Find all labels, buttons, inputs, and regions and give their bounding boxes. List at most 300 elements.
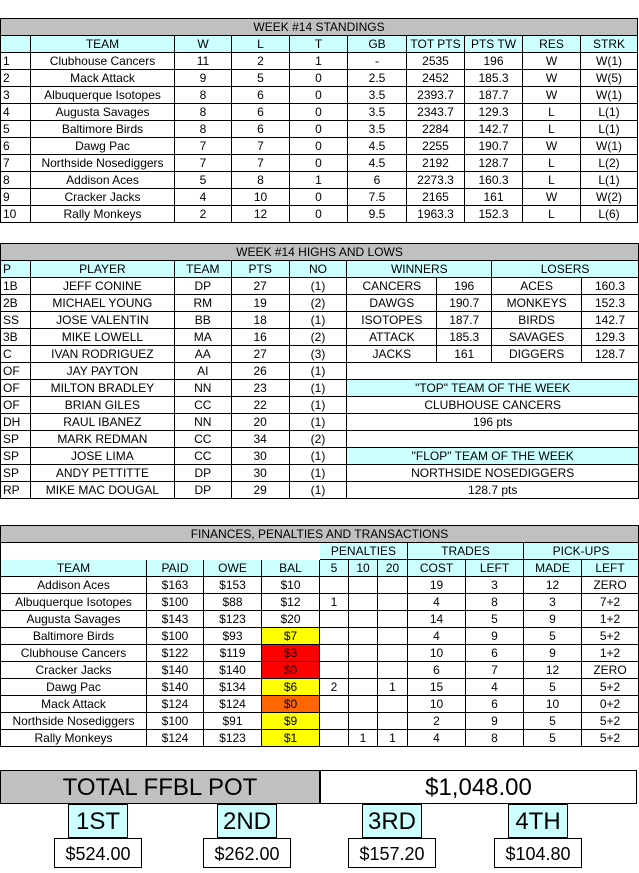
table-cell (320, 730, 349, 747)
table-cell: 8 (466, 594, 524, 611)
table-row (1, 295, 639, 312)
table-cell: MA (174, 329, 231, 346)
table-cell: 30 (231, 448, 289, 465)
table-cell: DP (174, 465, 231, 482)
table-cell: $100 (147, 594, 204, 611)
prize-2nd (203, 804, 291, 868)
table-cell (320, 662, 349, 679)
prize-3rd (348, 804, 436, 868)
table-cell: 6 (232, 87, 290, 104)
table-cell: 1 (378, 730, 408, 747)
column-header: L (232, 36, 290, 53)
table-cell: 5 (1, 121, 31, 138)
table-cell: 0 (290, 121, 348, 138)
table-cell: $140 (147, 662, 204, 679)
loser-team: MONKEYS (492, 295, 582, 312)
table-cell: SP (1, 465, 31, 482)
table-cell: 9 (466, 713, 524, 730)
table-cell: 9 (175, 70, 232, 87)
column-header: 20 (378, 560, 408, 577)
table-cell: Albuquerque Isotopes (1, 594, 147, 611)
table-row (1, 121, 638, 138)
column-header: PTS (231, 261, 289, 278)
table-cell: 12 (524, 662, 582, 679)
standings-title: WEEK #14 STANDINGS (1, 19, 638, 36)
winner-pts: 161 (437, 346, 492, 363)
table-cell: 5+2 (582, 679, 639, 696)
table-cell: 27 (231, 278, 289, 295)
table-cell (378, 594, 408, 611)
table-cell: Baltimore Birds (31, 121, 175, 138)
table-cell: 2 (408, 713, 466, 730)
table-cell: 1B (1, 278, 31, 295)
table-cell: L(1) (581, 121, 638, 138)
table-cell: AA (174, 346, 231, 363)
table-cell: 4 (175, 189, 232, 206)
table-cell: 6 (348, 172, 407, 189)
table-cell (349, 696, 378, 713)
table-cell: 4 (408, 730, 466, 747)
table-cell: 1+2 (582, 611, 639, 628)
table-cell: Clubhouse Cancers (1, 645, 147, 662)
table-cell: MICHAEL YOUNG (30, 295, 174, 312)
table-cell: W (523, 53, 581, 70)
table-cell: 4 (1, 104, 31, 121)
table-cell: SS (1, 312, 31, 329)
column-header: NO (289, 261, 347, 278)
table-cell: Rally Monkeys (1, 730, 147, 747)
table-row (1, 363, 639, 380)
table-cell: 7 (175, 138, 232, 155)
table-row (1, 380, 639, 397)
table-cell: 2343.7 (407, 104, 465, 121)
table-cell: 5 (466, 611, 524, 628)
table-cell: 14 (408, 611, 466, 628)
table-cell: 4.5 (348, 138, 407, 155)
table-cell: 11 (175, 53, 232, 70)
flop-team-label: "FLOP" TEAM OF THE WEEK (347, 448, 639, 465)
table-cell: MIKE MAC DOUGAL (30, 482, 174, 499)
column-header: BAL (262, 560, 320, 577)
table-cell: 20 (231, 414, 289, 431)
table-cell: 2255 (407, 138, 465, 155)
table-cell: 129.3 (465, 104, 523, 121)
table-cell: 2393.7 (407, 87, 465, 104)
table-cell: (3) (289, 346, 347, 363)
table-cell (349, 594, 378, 611)
table-row (1, 312, 639, 329)
standings-header-row (1, 36, 638, 53)
finances-table (0, 525, 639, 747)
table-cell: 1963.3 (407, 206, 465, 223)
table-cell: DP (174, 482, 231, 499)
table-cell: 0 (290, 87, 348, 104)
table-cell: Augusta Savages (31, 104, 175, 121)
highs-header-row (1, 261, 639, 278)
flop-team-pts: 128.7 pts (347, 482, 639, 499)
table-row (1, 611, 639, 628)
table-cell: 6 (232, 104, 290, 121)
table-row (1, 189, 638, 206)
table-cell: ANDY PETTITTE (30, 465, 174, 482)
finances-section (0, 525, 639, 747)
table-row (1, 448, 639, 465)
table-cell: 2 (320, 679, 349, 696)
table-row (1, 104, 638, 121)
table-cell: 27 (231, 346, 289, 363)
table-cell: L(1) (581, 172, 638, 189)
table-cell: DP (174, 278, 231, 295)
table-cell: 2 (232, 53, 290, 70)
table-cell (378, 645, 408, 662)
table-cell: 5 (175, 172, 232, 189)
table-cell: 26 (231, 363, 289, 380)
table-cell: 161 (465, 189, 523, 206)
table-cell: (1) (289, 465, 347, 482)
table-cell: 1 (378, 679, 408, 696)
table-row (1, 482, 639, 499)
prize-place: 2ND (217, 804, 277, 838)
standings-section (0, 18, 639, 223)
table-cell: $163 (147, 577, 204, 594)
winners-header: WINNERS (347, 261, 492, 278)
winner-team: JACKS (347, 346, 437, 363)
table-cell: Dawg Pac (31, 138, 175, 155)
table-cell: 5 (524, 713, 582, 730)
table-cell: W(2) (581, 189, 638, 206)
column-header: RES (523, 36, 581, 53)
table-cell: $124 (204, 696, 262, 713)
winner-team: DAWGS (347, 295, 437, 312)
table-cell: 6 (466, 645, 524, 662)
table-cell: RM (174, 295, 231, 312)
table-cell: L(1) (581, 104, 638, 121)
table-cell: 142.7 (465, 121, 523, 138)
table-cell: (1) (289, 448, 347, 465)
standings-table (0, 18, 638, 223)
table-cell: (1) (289, 278, 347, 295)
table-cell: 9 (524, 645, 582, 662)
table-cell: $88 (204, 594, 262, 611)
prize-place: 3RD (362, 804, 422, 838)
table-cell: 6 (1, 138, 31, 155)
table-cell: 185.3 (465, 70, 523, 87)
table-cell: 10 (524, 696, 582, 713)
table-cell: OF (1, 363, 31, 380)
table-cell: L (523, 155, 581, 172)
table-cell: $134 (204, 679, 262, 696)
table-cell: 4.5 (348, 155, 407, 172)
table-row (1, 696, 639, 713)
table-cell: 7 (466, 662, 524, 679)
table-row (1, 87, 638, 104)
table-cell: DH (1, 414, 31, 431)
highs-table (0, 243, 639, 499)
table-cell: (1) (289, 414, 347, 431)
table-cell: W(5) (581, 70, 638, 87)
table-cell: JAY PAYTON (30, 363, 174, 380)
loser-pts: 152.3 (582, 295, 639, 312)
table-cell: Cracker Jacks (31, 189, 175, 206)
table-cell: 9 (466, 628, 524, 645)
table-cell: (2) (289, 295, 347, 312)
table-cell (320, 696, 349, 713)
table-cell: $119 (204, 645, 262, 662)
table-cell: 0 (290, 70, 348, 87)
table-cell: Rally Monkeys (31, 206, 175, 223)
table-cell: 5 (232, 70, 290, 87)
table-cell (378, 628, 408, 645)
balance-cell: $10 (262, 577, 320, 594)
table-cell: 2452 (407, 70, 465, 87)
table-cell: 2B (1, 295, 31, 312)
table-cell (378, 713, 408, 730)
table-cell: 2535 (407, 53, 465, 70)
column-header: GB (348, 36, 407, 53)
total-pot-value: $1,048.00 (320, 770, 637, 804)
table-cell: 15 (408, 679, 466, 696)
loser-team: ACES (492, 278, 582, 295)
table-cell: (1) (289, 380, 347, 397)
balance-cell: $3 (262, 645, 320, 662)
table-cell: 19 (408, 577, 466, 594)
balance-cell: $7 (262, 628, 320, 645)
table-cell: 10 (408, 645, 466, 662)
table-cell: $91 (204, 713, 262, 730)
table-row (1, 155, 638, 172)
table-cell: 5+2 (582, 628, 639, 645)
prize-amount: $104.80 (494, 838, 582, 868)
winner-pts: 190.7 (437, 295, 492, 312)
column-header: PLAYER (30, 261, 174, 278)
table-cell: 0 (290, 206, 348, 223)
table-cell: W(1) (581, 138, 638, 155)
table-cell: 5 (524, 628, 582, 645)
winner-pts: 187.7 (437, 312, 492, 329)
table-cell: $123 (204, 730, 262, 747)
column-header: 5 (320, 560, 349, 577)
table-cell: 6 (466, 696, 524, 713)
table-cell: W (523, 70, 581, 87)
table-cell: Mack Attack (1, 696, 147, 713)
table-cell: (2) (289, 431, 347, 448)
table-cell: 29 (231, 482, 289, 499)
balance-cell: $0 (262, 696, 320, 713)
table-cell: 8 (232, 172, 290, 189)
table-cell: 9.5 (348, 206, 407, 223)
table-cell: 1 (1, 53, 31, 70)
table-cell: 0+2 (582, 696, 639, 713)
column-header: TEAM (1, 560, 147, 577)
table-cell: 4 (408, 594, 466, 611)
table-row (1, 679, 639, 696)
table-cell: 7 (232, 155, 290, 172)
table-cell: L (523, 104, 581, 121)
table-cell (378, 611, 408, 628)
table-cell: 8 (175, 121, 232, 138)
balance-cell: $9 (262, 713, 320, 730)
table-cell: 3 (524, 594, 582, 611)
table-cell (378, 662, 408, 679)
table-cell (320, 713, 349, 730)
empty-cell (347, 431, 639, 448)
table-cell: C (1, 346, 31, 363)
prize-amount: $262.00 (203, 838, 291, 868)
table-cell: BB (174, 312, 231, 329)
table-cell: (1) (289, 363, 347, 380)
table-cell: 3B (1, 329, 31, 346)
table-cell: $100 (147, 713, 204, 730)
winner-team: CANCERS (347, 278, 437, 295)
table-row (1, 346, 639, 363)
table-cell: Northside Nosediggers (31, 155, 175, 172)
prize-place: 1ST (68, 804, 128, 838)
table-cell: Northside Nosediggers (1, 713, 147, 730)
table-cell: Cracker Jacks (1, 662, 147, 679)
winner-pts: 196 (437, 278, 492, 295)
table-cell: 1 (290, 172, 348, 189)
column-header: PTS TW (465, 36, 523, 53)
trades-group: TRADES (408, 543, 524, 560)
table-cell: $140 (204, 662, 262, 679)
column-header: PAID (147, 560, 204, 577)
balance-cell: $0 (262, 662, 320, 679)
loser-pts: 142.7 (582, 312, 639, 329)
column-header: LEFT (466, 560, 524, 577)
table-cell: 30 (231, 465, 289, 482)
table-cell: 3 (1, 87, 31, 104)
table-cell: W (523, 189, 581, 206)
table-cell: 3.5 (348, 87, 407, 104)
table-cell: 18 (231, 312, 289, 329)
table-cell: 0 (290, 138, 348, 155)
table-cell: $93 (204, 628, 262, 645)
column-header: TEAM (174, 261, 231, 278)
finances-title: FINANCES, PENALTIES AND TRANSACTIONS (1, 526, 639, 543)
table-cell: 22 (231, 397, 289, 414)
total-pot-label: TOTAL FFBL POT (0, 770, 320, 804)
column-header: OWE (204, 560, 262, 577)
table-cell: 8 (1, 172, 31, 189)
table-cell: 5 (524, 730, 582, 747)
table-cell: 7 (175, 155, 232, 172)
table-cell: IVAN RODRIGUEZ (30, 346, 174, 363)
table-cell (320, 611, 349, 628)
column-header: T (290, 36, 348, 53)
table-cell: RP (1, 482, 31, 499)
table-cell: 8 (175, 87, 232, 104)
pickups-group: PICK-UPS (524, 543, 639, 560)
table-cell: 1 (290, 53, 348, 70)
table-cell: 6 (408, 662, 466, 679)
table-cell: 1+2 (582, 645, 639, 662)
table-cell: 6 (232, 121, 290, 138)
table-cell: Dawg Pac (1, 679, 147, 696)
table-cell: 5 (524, 679, 582, 696)
table-cell: Clubhouse Cancers (31, 53, 175, 70)
table-cell: 3.5 (348, 121, 407, 138)
table-cell: NN (174, 414, 231, 431)
table-cell: CC (174, 448, 231, 465)
table-row (1, 414, 639, 431)
column-header: COST (408, 560, 466, 577)
table-cell: 19 (231, 295, 289, 312)
top-team-pts: 196 pts (347, 414, 639, 431)
loser-pts: 129.3 (582, 329, 639, 346)
table-cell: AI (174, 363, 231, 380)
column-header: P (1, 261, 31, 278)
table-cell: 3.5 (348, 104, 407, 121)
table-cell: W(1) (581, 53, 638, 70)
table-cell: 16 (231, 329, 289, 346)
column-header: W (175, 36, 232, 53)
loser-team: SAVAGES (492, 329, 582, 346)
table-cell: 10 (408, 696, 466, 713)
table-cell: 0 (290, 189, 348, 206)
flop-team-name: NORTHSIDE NOSEDIGGERS (347, 465, 639, 482)
table-cell: $123 (204, 611, 262, 628)
table-cell: Augusta Savages (1, 611, 147, 628)
table-cell: 2.5 (348, 70, 407, 87)
table-cell: L(6) (581, 206, 638, 223)
table-cell: 2284 (407, 121, 465, 138)
table-cell (349, 645, 378, 662)
top-team-name: CLUBHOUSE CANCERS (347, 397, 639, 414)
table-row (1, 645, 639, 662)
table-cell: 5+2 (582, 713, 639, 730)
table-cell: 2165 (407, 189, 465, 206)
table-cell: MARK REDMAN (30, 431, 174, 448)
table-row (1, 70, 638, 87)
table-cell: Addison Aces (31, 172, 175, 189)
table-cell: MILTON BRADLEY (30, 380, 174, 397)
prize-amount: $157.20 (348, 838, 436, 868)
table-cell: Mack Attack (31, 70, 175, 87)
loser-team: DIGGERS (492, 346, 582, 363)
table-cell: JEFF CONINE (30, 278, 174, 295)
table-row (1, 594, 639, 611)
table-cell: OF (1, 380, 31, 397)
table-cell: JOSE LIMA (30, 448, 174, 465)
table-cell: 4 (408, 628, 466, 645)
column-header: 10 (349, 560, 378, 577)
loser-pts: 160.3 (582, 278, 639, 295)
table-cell: NN (174, 380, 231, 397)
table-cell: 12 (232, 206, 290, 223)
table-cell: W (523, 138, 581, 155)
column-header: STRK (581, 36, 638, 53)
table-row (1, 397, 639, 414)
winner-team: ATTACK (347, 329, 437, 346)
top-team-label: "TOP" TEAM OF THE WEEK (347, 380, 639, 397)
table-cell: 160.3 (465, 172, 523, 189)
table-row (1, 138, 638, 155)
table-cell (349, 662, 378, 679)
balance-cell: $12 (262, 594, 320, 611)
table-cell: (1) (289, 312, 347, 329)
table-cell: $100 (147, 628, 204, 645)
table-cell: OF (1, 397, 31, 414)
table-row (1, 713, 639, 730)
table-cell (320, 577, 349, 594)
table-cell: 187.7 (465, 87, 523, 104)
table-cell: W (523, 87, 581, 104)
losers-header: LOSERS (492, 261, 639, 278)
table-cell (349, 713, 378, 730)
table-cell: 12 (524, 577, 582, 594)
table-cell: 34 (231, 431, 289, 448)
table-cell: 152.3 (465, 206, 523, 223)
